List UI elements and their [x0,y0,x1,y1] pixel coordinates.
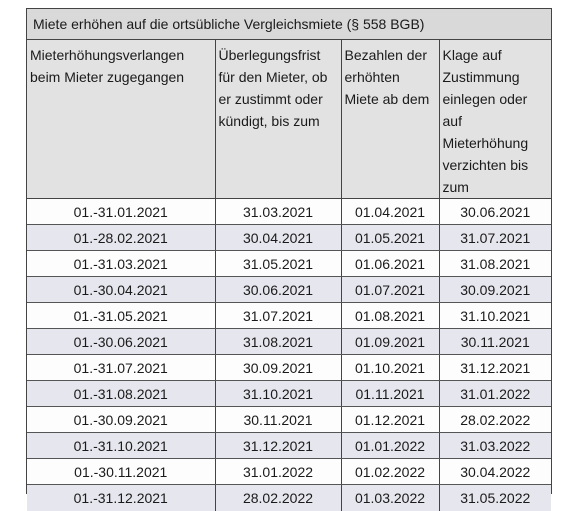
cell-consideration-until: 30.06.2021 [215,277,341,303]
rent-increase-table-frame [26,8,552,506]
cell-pay-from: 01.12.2021 [341,407,439,433]
cell-received: 01.-30.09.2021 [27,407,215,433]
table-row [27,225,551,251]
cell-pay-from: 01.07.2021 [341,277,439,303]
cell-received: 01.-31.05.2021 [27,303,215,329]
cell-pay-from: 01.08.2021 [341,303,439,329]
cell-consideration-until: 31.12.2021 [215,433,341,459]
cell-lawsuit-until: 31.07.2021 [439,225,551,251]
cell-lawsuit-until: 31.05.2022 [439,485,551,511]
cell-received: 01.-31.12.2021 [27,485,215,511]
cell-lawsuit-until: 31.08.2021 [439,251,551,277]
cell-lawsuit-until: 28.02.2022 [439,407,551,433]
cell-pay-from: 01.04.2021 [341,199,439,225]
cell-lawsuit-until: 30.09.2021 [439,277,551,303]
cell-lawsuit-until: 31.03.2022 [439,433,551,459]
table-row [27,433,551,459]
cell-received: 01.-28.02.2021 [27,225,215,251]
cell-consideration-until: 28.02.2022 [215,485,341,511]
table-row [27,485,551,511]
cell-lawsuit-until: 31.01.2022 [439,381,551,407]
cell-consideration-until: 31.01.2022 [215,459,341,485]
cell-pay-from: 01.05.2021 [341,225,439,251]
table-title: Miete erhöhen auf die ortsübliche Vergleichsmiete (§ 558 BGB) [27,9,551,40]
cell-received: 01.-30.04.2021 [27,277,215,303]
cell-pay-from: 01.09.2021 [341,329,439,355]
cell-pay-from: 01.06.2021 [341,251,439,277]
cell-pay-from: 01.11.2021 [341,381,439,407]
cell-received: 01.-30.06.2021 [27,329,215,355]
table-row [27,277,551,303]
cell-lawsuit-until: 31.12.2021 [439,355,551,381]
cell-received: 01.-31.08.2021 [27,381,215,407]
table-row [27,251,551,277]
cell-lawsuit-until: 30.06.2021 [439,199,551,225]
header-pay-increased-rent: Bezahlen der erhöhten Miete ab dem [341,40,439,199]
cell-lawsuit-until: 30.11.2021 [439,329,551,355]
cell-pay-from: 01.02.2022 [341,459,439,485]
table-row [27,199,551,225]
cell-received: 01.-30.11.2021 [27,459,215,485]
table-row [27,381,551,407]
header-row [27,40,551,199]
cell-consideration-until: 31.10.2021 [215,381,341,407]
cell-consideration-until: 30.09.2021 [215,355,341,381]
table-row [27,459,551,485]
cell-consideration-until: 31.05.2021 [215,251,341,277]
cell-consideration-until: 30.11.2021 [215,407,341,433]
cell-consideration-until: 31.08.2021 [215,329,341,355]
cell-consideration-until: 30.04.2021 [215,225,341,251]
cell-received: 01.-31.07.2021 [27,355,215,381]
table-row [27,329,551,355]
table-row [27,355,551,381]
cell-consideration-until: 31.07.2021 [215,303,341,329]
cell-lawsuit-until: 30.04.2022 [439,459,551,485]
cell-pay-from: 01.03.2022 [341,485,439,511]
header-received: Mieterhöhungsverlangen beim Mieter zugegangen [27,40,215,199]
cell-received: 01.-31.03.2021 [27,251,215,277]
table-row [27,407,551,433]
cell-lawsuit-until: 31.10.2021 [439,303,551,329]
cell-consideration-until: 31.03.2021 [215,199,341,225]
header-consideration-period: Überlegungsfrist für den Mieter, ob er zustimmt oder kündigt, bis zum [215,40,341,199]
cell-pay-from: 01.10.2021 [341,355,439,381]
cell-pay-from: 01.01.2022 [341,433,439,459]
rent-increase-table [27,40,551,511]
cell-received: 01.-31.01.2021 [27,199,215,225]
table-row [27,303,551,329]
cell-received: 01.-31.10.2021 [27,433,215,459]
header-file-lawsuit: Klage auf Zustimmung einlegen oder auf Mieterhöhung verzichten bis zum [439,40,551,199]
